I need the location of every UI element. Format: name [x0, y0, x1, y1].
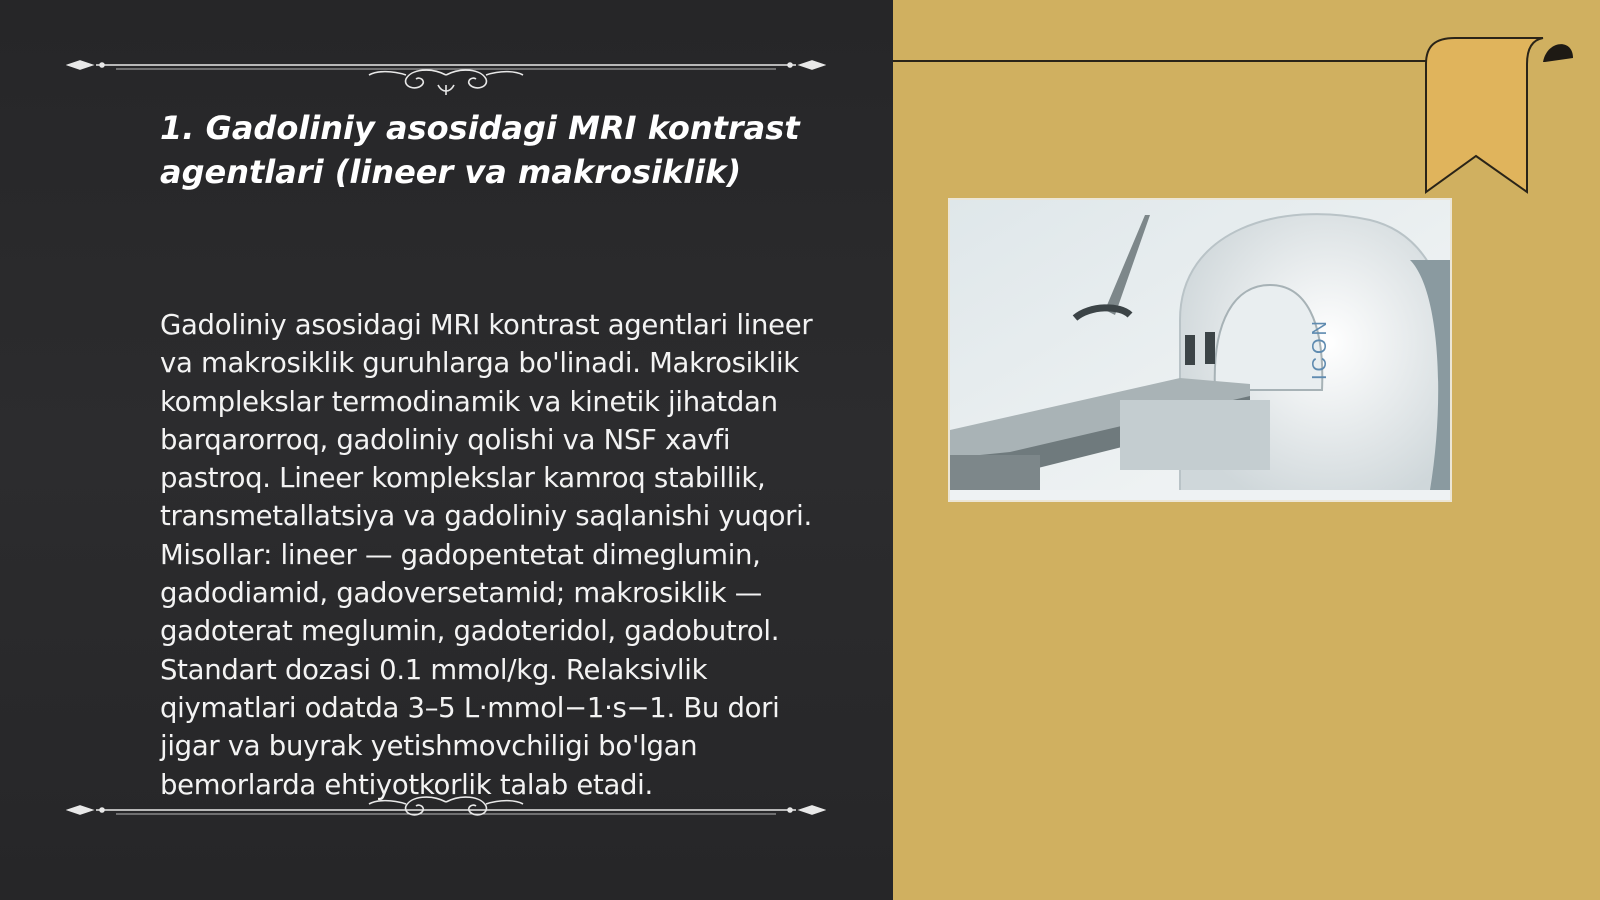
slide-title: 1. Gadoliniy asosidagi MRI kontrast agentlari (lineer va makrosiklik): [160, 109, 800, 191]
scanner-brand-label: ICON: [1309, 318, 1331, 380]
right-panel: [893, 0, 1600, 900]
scroll-divider-icon: [66, 790, 826, 840]
scroll-divider-icon: [66, 45, 826, 95]
decorative-line: [893, 60, 1453, 62]
slide-body-text: Gadoliniy asosidagi MRI kontrast agentlari lineer va makrosiklik guruhlarga bo'linadi. Makrosiklik komplekslar termodinamik va kinetik jihatdan barqarorroq, gadoliniy qolishi va NSF xavfi pastroq. Lineer komplekslar kamroq stabillik, transmetallatsiya va gadoliniy saqlanishi yuqori. Misollar: lineer — gadopentetat dimeglumin, gadodiamid, gadoversetamid; makrosiklik — gadoterat meglumin, gadoteridol, gadobutrol. Standart dozasi 0.1 mmol/kg. Relaksivlik qiymatlari odatda 3–5 L·mmol−1·s−1. Bu dori jigar va buyrak yetishmovchiligi bo'lgan bemorlarda ehtiyotkorlik talab etadi.: [160, 309, 813, 801]
bookmark-ribbon-icon: [1423, 34, 1573, 199]
mri-scanner-photo: [950, 200, 1450, 500]
